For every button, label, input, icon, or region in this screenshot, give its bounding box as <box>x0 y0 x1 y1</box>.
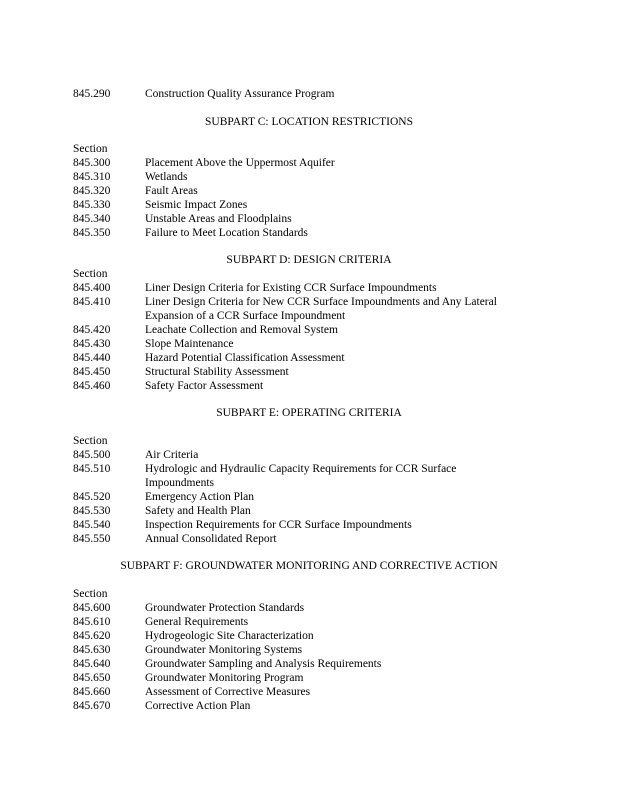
section-title: General Requirements <box>145 616 249 628</box>
section-title: Leachate Collection and Removal System <box>145 324 338 336</box>
section-number: 845.430 <box>73 338 111 350</box>
section-number: 845.670 <box>73 700 111 712</box>
section-label: Section <box>73 268 108 280</box>
section-number: 845.350 <box>73 227 111 239</box>
section-title: Annual Consolidated Report <box>145 533 277 545</box>
section-number: 845.310 <box>73 171 111 183</box>
section-number: 845.340 <box>73 213 111 225</box>
section-title: Groundwater Sampling and Analysis Requirements <box>145 658 382 670</box>
section-title: Construction Quality Assurance Program <box>145 88 335 100</box>
section-label: Section <box>73 588 108 600</box>
section-label: Section <box>73 435 108 447</box>
section-number: 845.400 <box>73 282 111 294</box>
section-number: 845.460 <box>73 380 111 392</box>
section-title: Liner Design Criteria for Existing CCR Surface Impoundments <box>145 282 437 294</box>
section-title: Liner Design Criteria for New CCR Surface Impoundments and Any Lateral Expansion of a CCR Surface Impoundment <box>145 296 497 322</box>
section-number: 845.450 <box>73 366 111 378</box>
section-number: 845.500 <box>73 449 111 461</box>
section-title: Groundwater Monitoring Systems <box>145 644 303 656</box>
section-title: Hydrogeologic Site Characterization <box>145 630 314 642</box>
subpart-heading: SUBPART E: OPERATING CRITERIA <box>216 407 402 419</box>
section-title: Hazard Potential Classification Assessment <box>145 352 345 364</box>
section-title: Seismic Impact Zones <box>145 199 248 211</box>
section-number: 845.530 <box>73 505 111 517</box>
section-number: 845.630 <box>73 644 111 656</box>
section-number: 845.610 <box>73 616 111 628</box>
section-number: 845.550 <box>73 533 111 545</box>
section-label: Section <box>73 143 108 155</box>
section-number: 845.640 <box>73 658 111 670</box>
section-number: 845.290 <box>73 88 111 100</box>
section-title: Hydrologic and Hydraulic Capacity Requirements for CCR Surface Impoundments <box>145 463 457 489</box>
section-number: 845.300 <box>73 157 111 169</box>
subpart-heading: SUBPART C: LOCATION RESTRICTIONS <box>205 116 413 128</box>
section-number: 845.660 <box>73 686 111 698</box>
section-title: Failure to Meet Location Standards <box>145 227 308 239</box>
section-title: Groundwater Protection Standards <box>145 602 305 614</box>
section-number: 845.650 <box>73 672 111 684</box>
section-title: Safety Factor Assessment <box>145 380 264 392</box>
section-number: 845.620 <box>73 630 111 642</box>
section-title: Air Criteria <box>145 449 199 461</box>
section-number: 845.510 <box>73 463 111 475</box>
section-title: Placement Above the Uppermost Aquifer <box>145 157 335 169</box>
subpart-heading: SUBPART F: GROUNDWATER MONITORING AND CORRECTIVE ACTION <box>120 560 498 572</box>
section-title: Unstable Areas and Floodplains <box>145 213 292 225</box>
section-title: Inspection Requirements for CCR Surface Impoundments <box>145 519 412 531</box>
section-number: 845.330 <box>73 199 111 211</box>
section-number: 845.540 <box>73 519 111 531</box>
section-number: 845.440 <box>73 352 111 364</box>
section-title: Safety and Health Plan <box>145 505 251 517</box>
section-title: Corrective Action Plan <box>145 700 251 712</box>
section-title: Assessment of Corrective Measures <box>145 686 311 698</box>
section-title: Structural Stability Assessment <box>145 366 289 378</box>
section-number: 845.520 <box>73 491 111 503</box>
section-number: 845.420 <box>73 324 111 336</box>
section-title: Wetlands <box>145 171 188 183</box>
section-title: Emergency Action Plan <box>145 491 255 503</box>
section-title: Fault Areas <box>145 185 198 197</box>
section-number: 845.600 <box>73 602 111 614</box>
section-title: Groundwater Monitoring Program <box>145 672 304 684</box>
subpart-heading: SUBPART D: DESIGN CRITERIA <box>226 254 392 266</box>
section-number: 845.320 <box>73 185 111 197</box>
section-title: Slope Maintenance <box>145 338 234 350</box>
section-number: 845.410 <box>73 296 111 308</box>
